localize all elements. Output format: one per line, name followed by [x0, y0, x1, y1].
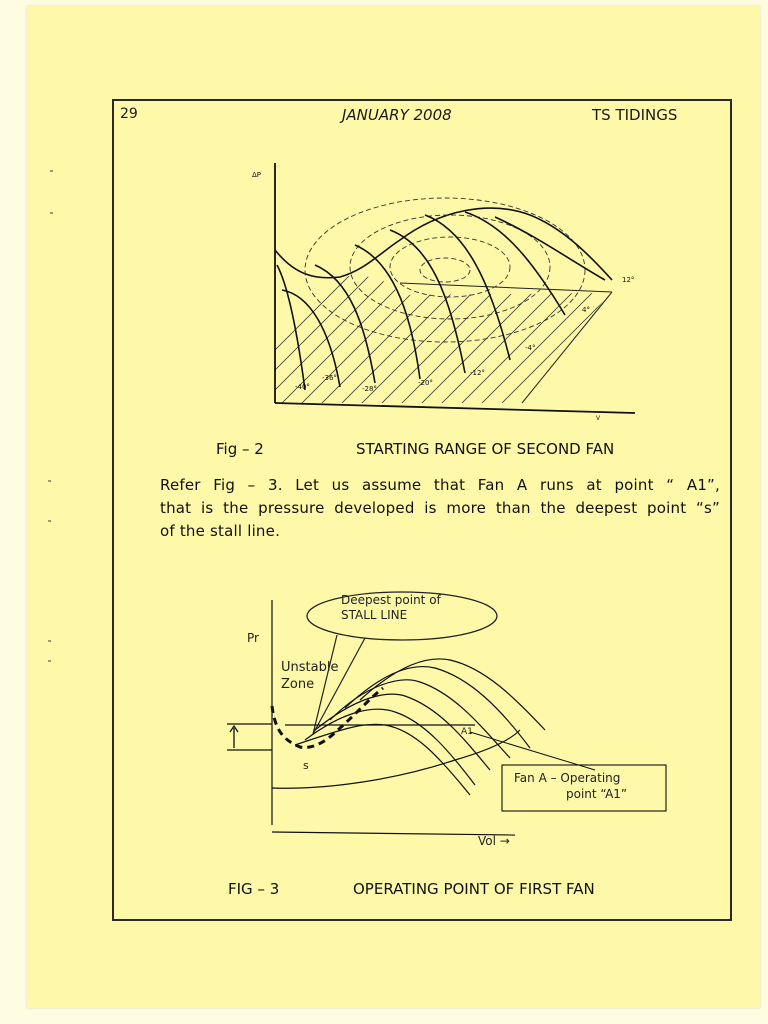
- fig2-x-axis-label: V: [596, 415, 601, 422]
- fig3-axes: [272, 600, 515, 835]
- margin-speck: [50, 170, 53, 172]
- fig2-caption-number: Fig – 2: [216, 440, 264, 458]
- fig3-y-axis-label: Pr: [247, 631, 259, 645]
- fig3-fan-box-line1: Fan A – Operating: [514, 771, 621, 785]
- publication-title: TS TIDINGS: [592, 106, 678, 124]
- angle-label-minus20: -20°: [418, 379, 433, 387]
- fig3-unstable-zone-line1: Unstable: [281, 660, 339, 675]
- fig3-callout-text-line1: Deepest point of: [341, 593, 441, 607]
- fig2-stall-line: [275, 208, 612, 280]
- angle-label-12: 12°: [622, 276, 635, 284]
- fig2-y-axis-label: ΔP: [252, 171, 262, 179]
- fig3-stall-line: [272, 688, 383, 747]
- margin-speck: [48, 660, 51, 662]
- figure-3-drawing: [215, 580, 685, 850]
- fig3-caption-title: OPERATING POINT OF FIRST FAN: [353, 880, 595, 898]
- fig3-callout-text-line2: STALL LINE: [341, 608, 408, 622]
- margin-speck: [48, 520, 51, 522]
- page-number: 29: [120, 106, 138, 122]
- margin-speck: [48, 640, 51, 642]
- angle-label-4: 4°: [582, 306, 590, 314]
- fig3-fan-box-line2: point “A1”: [566, 787, 628, 801]
- fig3-unstable-zone-line2: Zone: [281, 677, 315, 692]
- fig3-point-s-label: s: [303, 759, 309, 772]
- fig3-point-a1-label: A1: [461, 727, 473, 737]
- issue-date: JANUARY 2008: [342, 106, 452, 124]
- fig3-fan-box-leader: [470, 732, 595, 770]
- fig3-x-axis-label: Vol →: [478, 834, 510, 848]
- margin-speck: [48, 480, 51, 482]
- fig3-pressure-range-marker: [227, 724, 272, 750]
- paragraph-line: that is the pressure developed is more than the deepest point “s”: [160, 499, 720, 517]
- paragraph-line: Refer Fig – 3. Let us assume that Fan A runs at point “ A1”,: [160, 476, 720, 494]
- fig3-caption-number: FIG – 3: [228, 880, 280, 898]
- paragraph-line: of the stall line.: [160, 522, 281, 540]
- fig2-blade-curves: [277, 212, 605, 390]
- angle-label-minus12: -12°: [470, 369, 485, 377]
- angle-label-minus40: -40°: [295, 383, 310, 391]
- fig2-caption-title: STARTING RANGE OF SECOND FAN: [356, 440, 615, 458]
- margin-speck: [50, 212, 53, 214]
- angle-label-minus36: -36°: [322, 374, 337, 382]
- figure-2-drawing: [240, 155, 660, 435]
- angle-label-minus4: -4°: [525, 344, 536, 352]
- angle-label-minus28: -28°: [362, 385, 377, 393]
- body-paragraph: [160, 474, 720, 543]
